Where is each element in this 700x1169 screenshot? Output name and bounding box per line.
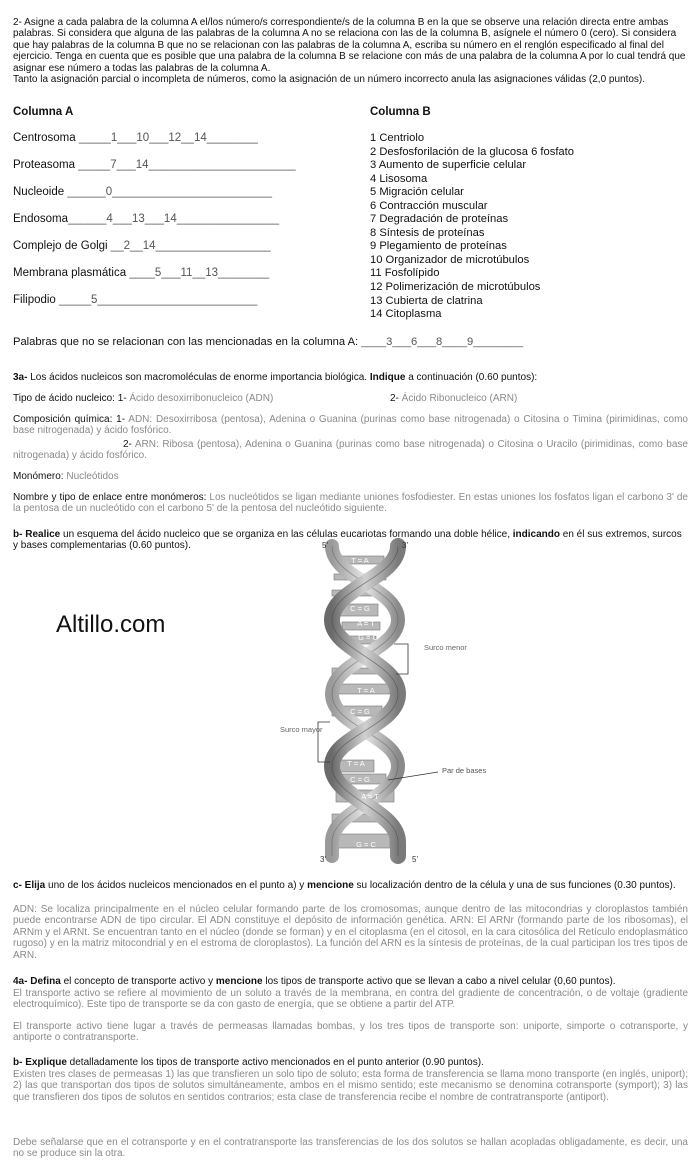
base-pair-label: C = G — [350, 707, 370, 716]
row-answer: ____5___11__13________ — [126, 267, 270, 279]
column-b-list — [370, 132, 574, 322]
column-a-row — [13, 294, 257, 306]
base-pair-label: T = A — [351, 556, 369, 565]
end-label-top-left: 5' — [322, 541, 328, 550]
column-b-title: Columna B — [370, 106, 431, 118]
q3b-number: b- — [13, 529, 26, 540]
column-b-item: 14 Citoplasma — [370, 308, 442, 321]
column-a-title: Columna A — [13, 106, 74, 118]
column-b-item: 4 Lisosoma — [370, 172, 428, 185]
tipo-answer-2: Ácido Ribonucleico (ARN) — [401, 393, 518, 404]
composicion-number-2: 2- — [123, 439, 135, 450]
row-answer: _____1___10___12__14________ — [75, 132, 258, 144]
q4a-points: los tipos de transporte activo que se llevan a cabo a nivel celular (0,60 puntos). — [262, 976, 616, 987]
q3a-title — [13, 372, 688, 383]
altillo-watermark: Altillo.com — [56, 611, 166, 638]
surco-menor-label: Surco menor — [424, 643, 467, 652]
column-a-row — [13, 240, 271, 252]
row-answer: __2__14__________________ — [107, 240, 271, 252]
q4b-answer-2: Debe señalarse que en el cotransporte y en el contratransporte las transferencias de los dos solutos se hallan acopladas obligadamente, es decir, una no se produce sin la otra. — [13, 1137, 688, 1160]
column-a-row — [13, 213, 279, 225]
q4b-answer-1: Existen tres clases de permeasas 1) las que transfieren un solo tipo de soluto; esta forma de transferencia se llama mono transporte (en inglés, uniport); 2) las que transportan dos tipos de solutos simultáneamente, ambos en el mismo sentido; este mecanismo se denomina cotransporte (symport); 3) las que transfieren dos tipos de solutos en sentidos contrarios; esta clase de transferencia recibe el nombre de contratransporte (antiport). — [13, 1069, 688, 1103]
row-label: Endosoma — [13, 213, 68, 225]
row-label: Nucleoide — [13, 186, 65, 198]
base-pair-label: G = C — [356, 840, 376, 849]
q4a-text: el concepto de transporte activo y — [60, 976, 216, 987]
base-pair-label: A = T — [357, 619, 375, 628]
base-pair-label: G = C — [358, 633, 378, 642]
q2-intro2-text: Tanto la asignación parcial o incompleta de números, como la asignación de un número incorrecto anula las asignaciones válidas (2,0 puntos). — [13, 74, 646, 86]
end-label-top-right: 3' — [402, 541, 408, 550]
row-label: Proteasoma — [13, 159, 76, 171]
surco-menor-bracket — [394, 644, 408, 674]
q3a-points: a continuación (0.60 puntos): — [405, 372, 538, 383]
q3c-points: su localización dentro de la célula y una de sus funciones (0.30 puntos). — [353, 880, 676, 891]
q3b-verb-1: Realice — [25, 529, 61, 540]
q4b-number: b- — [13, 1057, 26, 1068]
row-label: Membrana plasmática — [13, 267, 127, 279]
q3a-verb: Indique — [369, 372, 406, 383]
composicion-answer-1: ADN: Desoxirribosa (pentosa), Adenina o Guanina (purinas como base nitrogenada) o Citosina o Timina (pirimidinas, como base nitrogenada) y ácido fosfórico. — [13, 414, 688, 437]
q3a-composicion-2 — [13, 439, 688, 462]
dna-double-helix-diagram — [270, 538, 510, 866]
q2-intro-text: 2- Asigne a cada palabra de la columna A el/los número/s correspondiente/s de la columna B en la que se observe una relación directa entre ambas palabras. Si considera que alguna de las palabras de la columna A no se relaciona con las de la columna B, asígnele el número 0 (cero). Si considera que hay palabras de la columna B que no se relacionan con las palabras de la columna A, escriba su número en el renglón especificado al final del ejercicio. Tenga en cuenta que es posible que una palabra de la columna B se relacione con más de una palabra de la columna A por lo cual tendrá que asignar ese número a todas las palabras de la columna A. — [13, 17, 686, 74]
q3c-answer: ADN: Se localiza principalmente en el núcleo celular formando parte de los cromosomas, aunque dentro de las mitocondrias y cloroplastos también puede encontrarse ADN de tipo circular. El ADN constituye el depósito de información genética. ARN: El ARNr (formando parte de los ribosomas), el ARNm y el ARNt. Se encuentran tanto en el núcleo (donde se forman) y en el citoplasma (en el citosol, en la cara citosólica del Retículo endoplasmático rugoso) y en la matriz mitocondrial y en el estroma de cloroplastos). La función del ARN es la síntesis de proteínas, de la cual participan los tres tipos de ARN. — [13, 904, 688, 961]
column-a-row — [13, 132, 258, 144]
row-label: Complejo de Golgi — [13, 240, 108, 252]
q3a-composicion-1 — [13, 414, 688, 437]
row-answer: _____7___14_______________________ — [75, 159, 296, 171]
q3a-number: 3a- — [13, 372, 28, 383]
column-b-item: 10 Organizador de microtúbulos — [370, 253, 530, 266]
column-a-row — [13, 267, 269, 279]
surco-mayor-label: Surco mayor — [280, 725, 323, 734]
tipo-label: Tipo de ácido nucleico: 1- — [13, 393, 130, 404]
base-pair-label: T = A — [357, 686, 375, 695]
column-b-item: 6 Contracción muscular — [370, 199, 488, 212]
q3c-statement — [13, 880, 688, 891]
q3c-number: c- — [13, 880, 25, 891]
par-de-bases-label: Par de bases — [442, 766, 487, 775]
q4a-statement — [13, 976, 688, 987]
column-b-item: 9 Plegamiento de proteínas — [370, 240, 507, 253]
column-a-row — [13, 159, 296, 171]
base-pair-label: C = G — [350, 604, 370, 613]
q3c-verb-1: Elija — [24, 880, 46, 891]
q4b-statement — [13, 1057, 688, 1068]
base-pair-label: C = G — [350, 775, 370, 784]
row-answer: _____5_________________________ — [55, 294, 258, 306]
row-label: Centrosoma — [13, 132, 76, 144]
unrelated-answer: ____3___6___8____9________ — [358, 336, 524, 348]
unrelated-words-row — [13, 336, 523, 348]
row-answer: ______4___13___14________________ — [67, 213, 280, 225]
q3a-enlace — [13, 492, 688, 515]
q4a-verb-1: Defina — [30, 976, 61, 987]
column-b-item: 2 Desfosforilación de la glucosa 6 fosfato — [370, 145, 574, 158]
q2-instructions — [13, 17, 688, 85]
monomero-answer: Nucleótidos — [66, 471, 119, 482]
q3a-text: Los ácidos nucleicos son macromoléculas de enorme importancia biológica. — [27, 372, 370, 383]
row-label: Filipodio — [13, 294, 56, 306]
monomero-label: Monómero: — [13, 471, 67, 482]
row-answer: ______0_________________________ — [64, 186, 273, 198]
unrelated-label: Palabras que no se relacionan con las mencionadas en la columna A: — [13, 336, 359, 348]
q4a-answer-1: El transporte activo se refiere al movimiento de un soluto a través de la membrana, en contra del gradiente de concentración, o de voltaje (gradiente electroquímico). Este tipo de transporte se da con gasto de energía, que se obtiene a partir del ATP. — [13, 988, 688, 1011]
enlace-answer: Los nucleótidos se ligan mediante uniones fosfodiester. En estas uniones los fosfatos ligan el carbono 3' de la pentosa de un nucleótido con el carbono 5' de la pentosa del nucleótido siguiente. — [13, 492, 688, 515]
q4b-points: detalladamente los tipos de transporte activo mencionados en el punto anterior (0.90 puntos). — [66, 1057, 484, 1068]
end-label-bottom-right: 5' — [412, 855, 418, 864]
column-b-item: 8 Síntesis de proteínas — [370, 226, 485, 239]
enlace-label: Nombre y tipo de enlace entre monómeros: — [13, 492, 210, 503]
q4a-answer-2: El transporte activo tiene lugar a través de permeasas llamadas bombas, y los tres tipos de transporte son: uniporte, simporte o cotransporte, y antiporte o contratransporte. — [13, 1021, 688, 1044]
composicion-label: Composición química: 1- — [13, 414, 129, 425]
q3a-tipo-2 — [390, 393, 690, 404]
q4b-verb: Explique — [25, 1057, 67, 1068]
column-b-item: 7 Degradación de proteínas — [370, 213, 509, 226]
q3b-verb-2: indicando — [512, 529, 560, 540]
column-b-item: 1 Centriolo — [370, 132, 425, 144]
column-b-item: 13 Cubierta de clatrina — [370, 294, 483, 307]
end-label-bottom-left: 3' — [320, 855, 326, 864]
base-pair-label: A = T — [361, 792, 379, 801]
q3c-text: uno de los ácidos nucleicos mencionados en el punto a) y — [45, 880, 308, 891]
tipo-answer-1: Ácido desoxirribonucleico (ADN) — [129, 393, 274, 404]
q3b-text: un esquema del ácido nucleico que se organiza en las células eucariotas formando una doble hélice, — [60, 529, 513, 540]
column-b-item: 12 Polimerización de microtúbulos — [370, 281, 541, 294]
composicion-answer-2: ARN: Ribosa (pentosa), Adenina o Guanina (purinas como base nitrogenada) o Citosina o Uracilo (pirimidinas, como base nitrogenada) y ácido fosfórico. — [13, 439, 688, 462]
q4a-number: 4a- — [13, 976, 31, 987]
base-pair-label: T = A — [347, 759, 365, 768]
column-b-item: 5 Migración celular — [370, 186, 464, 199]
q3b-points: en él sus extremos, surcos y bases complementarias (0.60 puntos). — [13, 529, 682, 552]
tipo-number-2: 2- — [390, 393, 402, 404]
q4a-verb-2: mencione — [215, 976, 263, 987]
column-a-row — [13, 186, 272, 198]
column-b-item: 11 Fosfolípido — [370, 267, 440, 280]
q3a-monomero — [13, 471, 688, 482]
q3c-verb-2: mencione — [307, 880, 354, 891]
column-b-item: 3 Aumento de superficie celular — [370, 159, 527, 172]
